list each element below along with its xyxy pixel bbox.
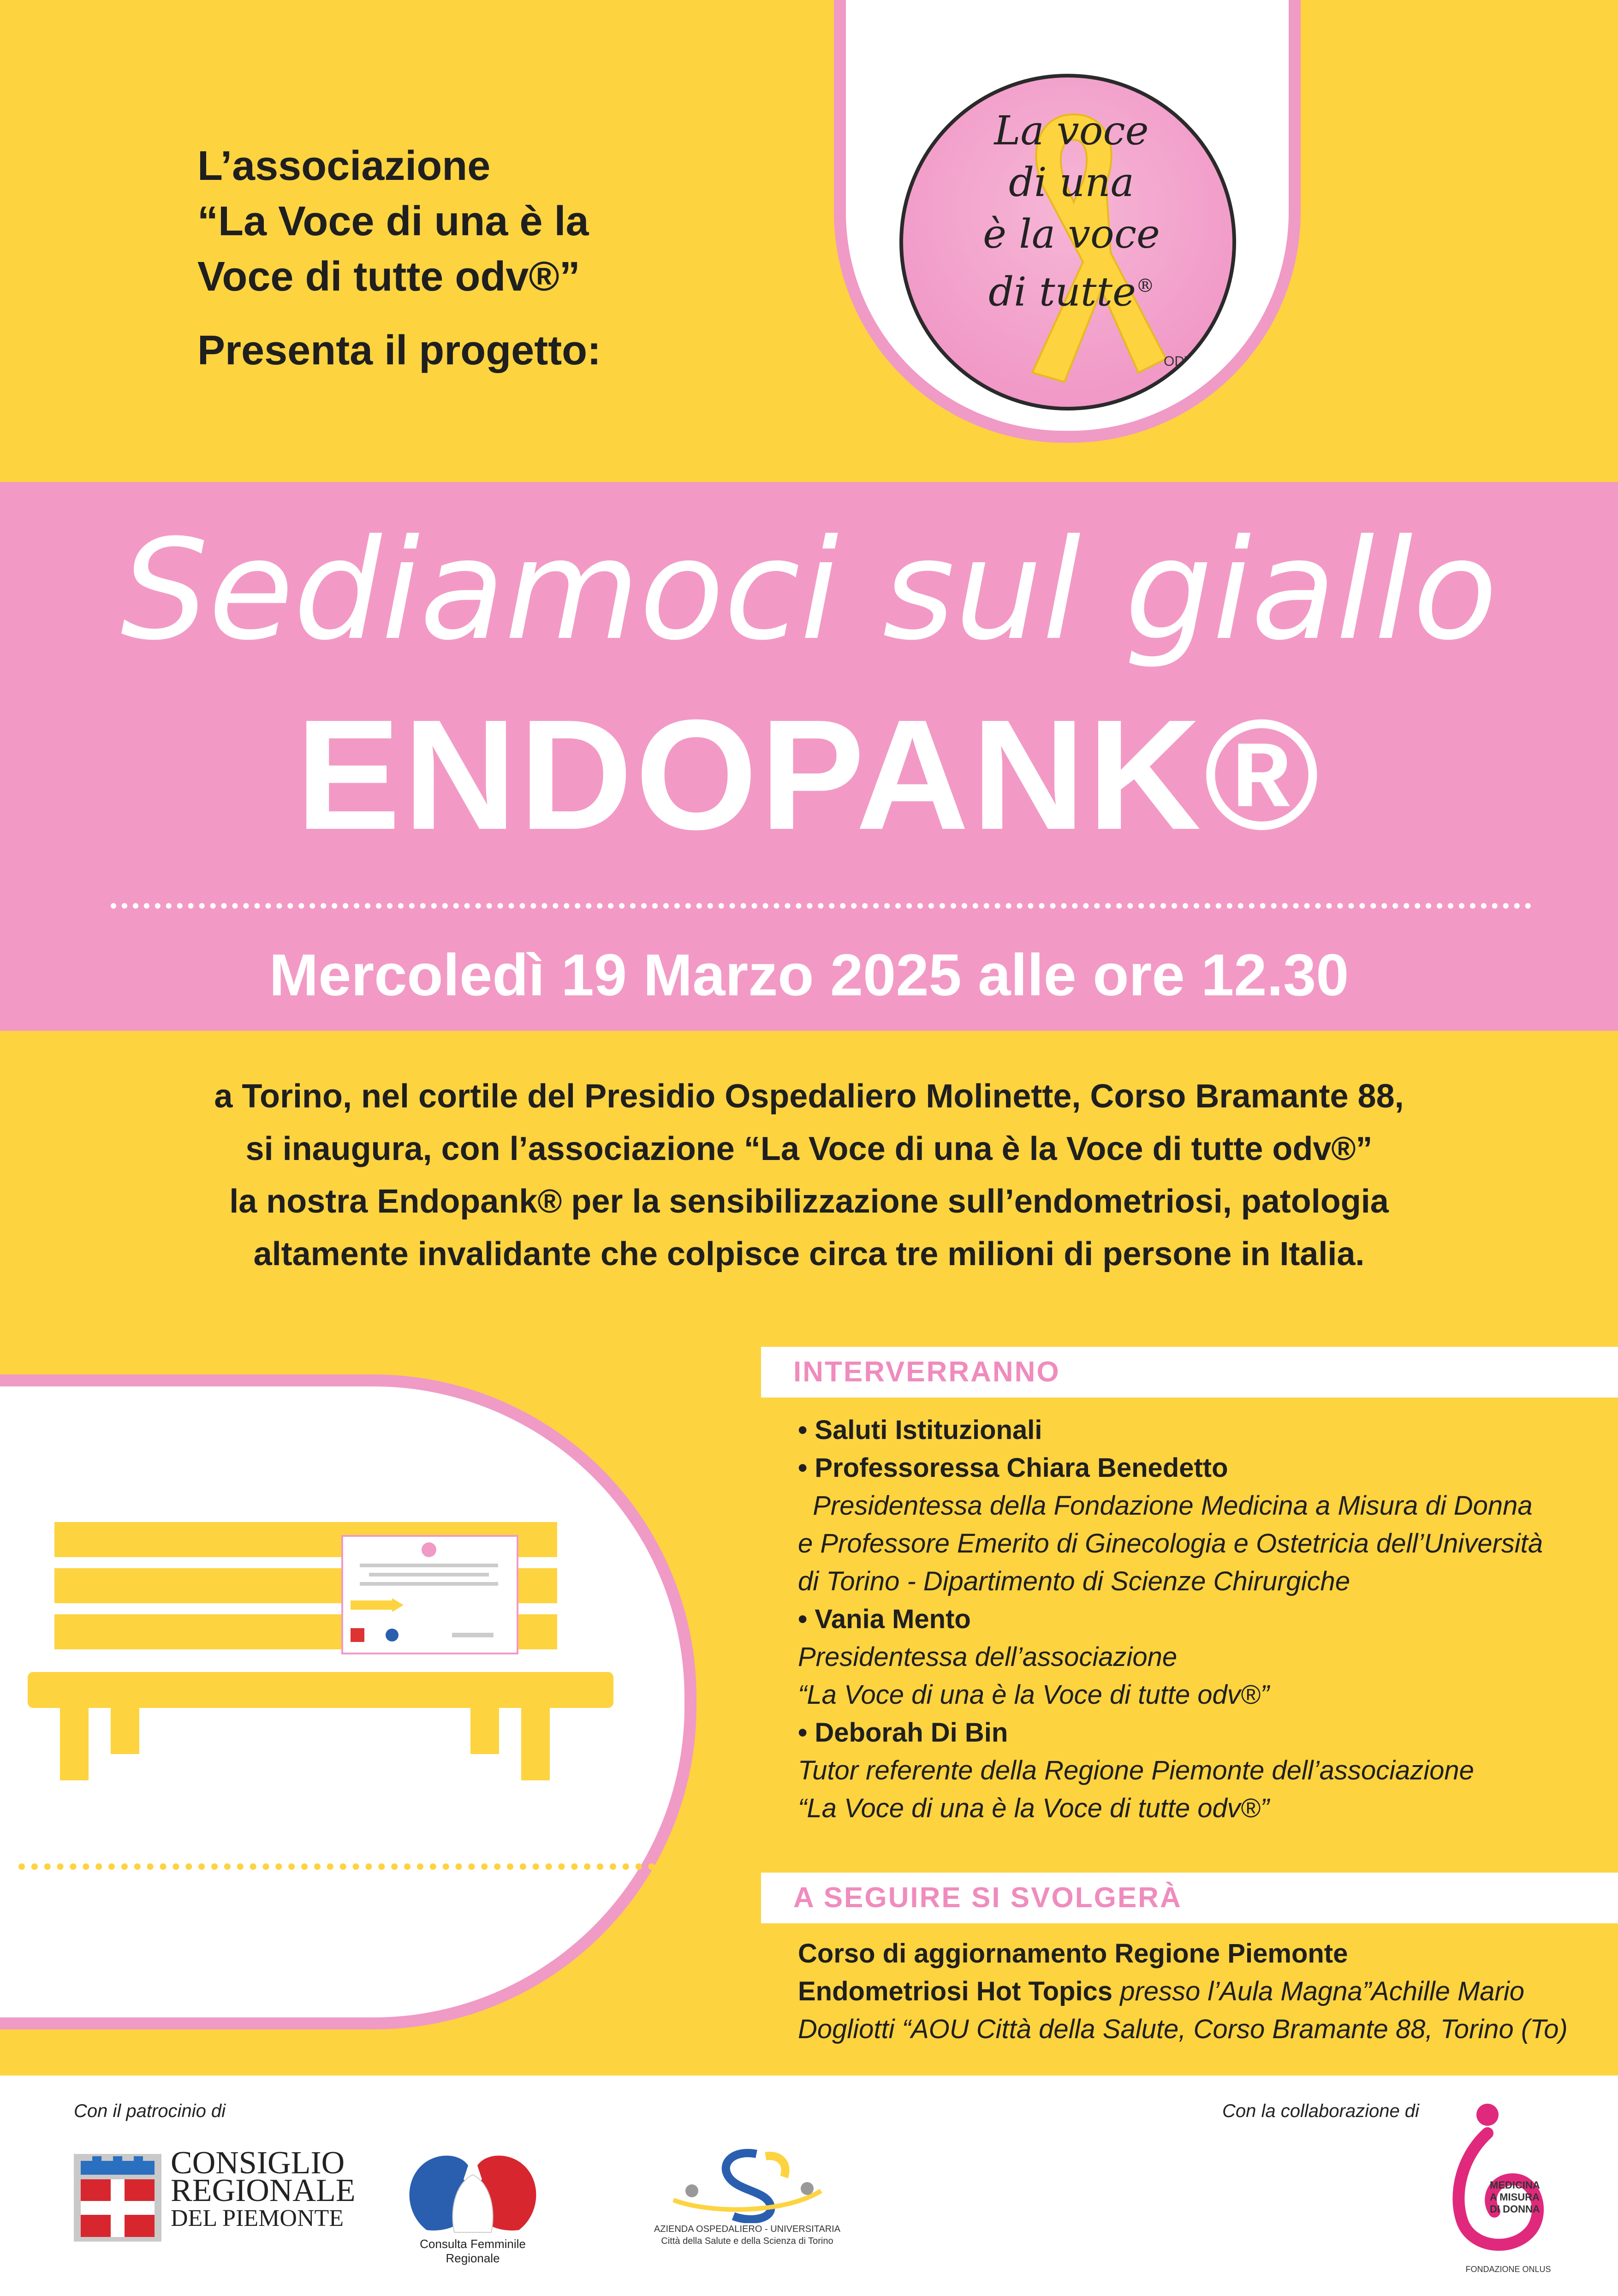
followup-line-2-bold: Endometriosi Hot Topics [798,1976,1113,2006]
association-logo [899,74,1236,410]
mmd-text [1490,2179,1582,2215]
yellow-bench-illustration [28,1522,627,1780]
speaker-item-2-role-3: di Torino - Dipartimento di Scienze Chirurgiche [798,1566,1350,1596]
logo-registered-mark: ® [1136,275,1154,297]
bench-leg-right-inner [470,1708,499,1754]
followup-line-2 [798,1973,1610,2010]
logo-line-1: La voce [994,108,1149,154]
aou-line-2: Città della Salute e della Scienza di Torino [661,2236,833,2246]
crc-line-2: REGIONALE [171,2173,356,2208]
followup-text [798,1935,1610,2048]
consulta-femminile-text: Consulta Femminile Regionale [420,2237,526,2265]
collaboration-label: Con la collaborazione di [1222,2101,1419,2121]
speaker-item-4-name: • Deborah Di Bin [798,1718,1008,1748]
followup-heading-bar [761,1873,1618,1923]
aou-line-1: AZIENDA OSPEDALIERO - UNIVERSITARIA [654,2224,841,2234]
speakers-heading: INTERVERRANNO [793,1356,1060,1388]
speaker-item-2-name: • Professoressa Chiara Benedetto [798,1453,1228,1483]
followup-heading: A SEGUIRE SI SVOLGERÀ [793,1882,1182,1914]
intro-block [197,138,797,378]
followup-line-2-italic: presso l’Aula Magna”Achille Mario [1112,1976,1525,2006]
title-main: ENDOPANK® [296,687,1322,862]
speaker-item-1: • Saluti Istituzionali [798,1415,1042,1445]
title-script: Sediamoci sul giallo [120,510,1498,671]
crc-line-3: DEL PIEMONTE [171,2205,344,2231]
speaker-item-4-role-1: Tutor referente della Regione Piemonte dell’associazione [798,1755,1474,1785]
bench-dotted-divider [18,1863,655,1870]
speaker-item-3-role-1: Presidentessa dell’associazione [798,1642,1178,1672]
intro-line-2: “La Voce di una è la [197,198,589,244]
aou-text [650,2223,844,2247]
bench-leg-right [521,1708,550,1780]
description-line-4: altamente invalidante che colpisce circa tre milioni di persone in Italia. [253,1236,1365,1273]
speakers-heading-bar [761,1347,1618,1398]
faces-profile-icon [399,2147,547,2235]
mmd-subtitle: FONDAZIONE ONLUS [1465,2265,1551,2274]
logo-odv: ODV [1163,354,1194,369]
bench-leg-left [60,1708,89,1780]
crc-line-1: CONSIGLIO [171,2145,345,2181]
followup-line-3: Dogliotti “AOU Città della Salute, Corso Bramante 88, Torino (To) [798,2014,1568,2044]
mmd-line-2: A MISURA [1490,2191,1540,2203]
consiglio-regionale-logo [74,2145,369,2242]
description-line-1: a Torino, nel cortile del Presidio Ospedaliero Molinette, Corso Bramante 88, [214,1078,1404,1115]
event-description [92,1070,1526,1280]
event-date: Mercoledì 19 Marzo 2025 alle ore 12.30 [269,942,1349,1008]
medicina-misura-donna-logo [1444,2101,1573,2276]
speaker-item-2-role-1: Presidentessa della Fondazione Medicina a Misura di Donna [798,1491,1533,1521]
speakers-list [798,1411,1610,1827]
intro-line-3: Voce di tutte odv®” [197,254,580,300]
consulta-femminile-logo [399,2147,547,2265]
piemonte-shield-icon [74,2154,161,2242]
bench-seat [28,1672,613,1708]
bench-plaque [342,1536,518,1654]
description-line-2: si inaugura, con l’associazione “La Voce di una è la Voce di tutte odv®” [245,1130,1373,1167]
aou-citta-salute-logo [650,2145,844,2255]
followup-line-1: Corso di aggiornamento Regione Piemonte [798,1939,1348,1969]
speaker-item-3-role-2: “La Voce di una è la Voce di tutte odv®” [798,1680,1269,1710]
aou-emblem-icon [664,2145,830,2223]
mmd-line-1: MEDICINA [1490,2179,1540,2191]
logo-line-3: è la voce [983,211,1160,257]
logo-line-4-text: di tutte [988,269,1136,315]
mmd-line-3: DI DONNA [1490,2203,1540,2215]
logo-line-2: di una [1009,160,1134,206]
logo-text [917,105,1226,369]
intro-line-1: L’associazione [197,143,491,189]
speaker-item-3-name: • Vania Mento [798,1604,971,1634]
logo-line-4 [917,260,1226,318]
patronage-label: Con il patrocinio di [74,2101,226,2121]
bench-leg-left-inner [111,1708,139,1754]
speaker-item-2-role-2: e Professore Emerito di Ginecologia e Ostetricia dell’Università [798,1529,1543,1558]
description-line-3: la nostra Endopank® per la sensibilizzazione sull’endometriosi, patologia [229,1183,1389,1220]
dotted-divider [111,903,1531,909]
intro-presenta: Presenta il progetto: [197,327,601,374]
consiglio-regionale-text [171,2145,374,2232]
speaker-item-4-role-2: “La Voce di una è la Voce di tutte odv®” [798,1793,1269,1823]
